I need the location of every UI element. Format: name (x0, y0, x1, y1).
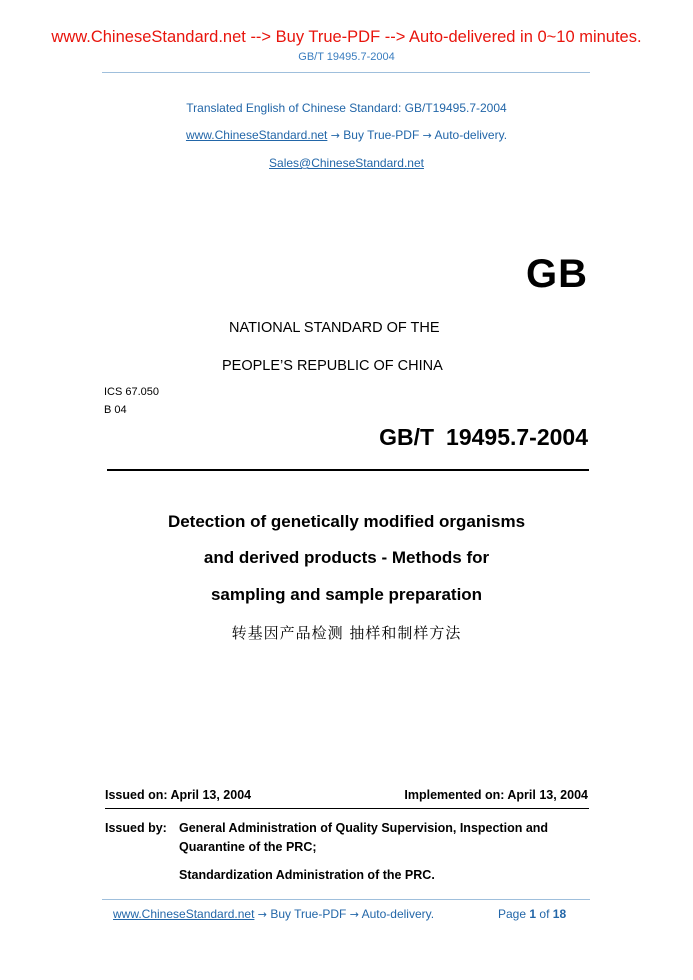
page-total: 18 (552, 907, 567, 921)
arrow-right-icon: → (422, 129, 432, 142)
dates-divider (105, 808, 589, 809)
standard-number: 19495.7-2004 (446, 424, 588, 450)
email-line (0, 156, 693, 170)
title-divider (107, 469, 589, 471)
translated-line: Translated English of Chinese Standard: GB/T19495.7-2004 (186, 101, 507, 115)
classification-code: B 04 (104, 404, 127, 416)
footer-divider (102, 899, 590, 900)
footer-auto-text: Auto-delivery. (361, 907, 435, 921)
footer-buy-text: Buy True-PDF (270, 907, 347, 921)
arrow-right-icon: → (330, 129, 340, 142)
arrow-right-icon: → (257, 908, 267, 921)
issued-on: Issued on: April 13, 2004 (105, 788, 252, 802)
national-standard-line1: NATIONAL STANDARD OF THE (229, 320, 440, 336)
gb-logo: GB (526, 252, 588, 296)
ics-code: ICS 67.050 (104, 386, 160, 398)
page-current: 1 (529, 907, 537, 921)
header-doc-code: GB/T 19495.7-2004 (298, 51, 395, 63)
page-indicator (498, 907, 566, 921)
national-standard-line2: PEOPLE’S REPUBLIC OF CHINA (222, 358, 443, 374)
issuer-line-2: Quarantine of the PRC; (179, 840, 317, 854)
promo-buy-line (0, 128, 693, 142)
standard-prefix: GB/T (379, 424, 435, 450)
issuer-line-3: Standardization Administration of the PRC. (179, 868, 435, 882)
standard-code (379, 424, 588, 451)
top-banner[interactable]: www.ChineseStandard.net --> Buy True-PDF --> Auto-delivered in 0~10 minutes. (51, 28, 642, 46)
title-line-3: sampling and sample preparation (210, 585, 483, 604)
title-line-2: and derived products - Methods for (203, 548, 490, 567)
header-divider (102, 72, 590, 73)
footer-site-link[interactable]: www.ChineseStandard.net (113, 907, 255, 921)
issuer-line-1: General Administration of Quality Supervision, Inspection and (179, 821, 549, 835)
footer-promo (113, 907, 434, 921)
page-label: Page (498, 907, 527, 921)
implemented-on: Implemented on: April 13, 2004 (404, 788, 588, 802)
arrow-right-icon: → (349, 908, 359, 921)
issued-by-label: Issued by: (105, 821, 167, 835)
site-link[interactable]: www.ChineseStandard.net (185, 128, 328, 142)
title-chinese: 转基因产品检测 抽样和制样方法 (231, 624, 462, 642)
auto-delivery-text: Auto-delivery. (434, 128, 508, 142)
buy-true-pdf-text: Buy True-PDF (343, 128, 420, 142)
page-of: of (539, 907, 550, 921)
title-line-1: Detection of genetically modified organisms (167, 512, 526, 531)
sales-email-link[interactable]: Sales@ChineseStandard.net (269, 156, 424, 170)
